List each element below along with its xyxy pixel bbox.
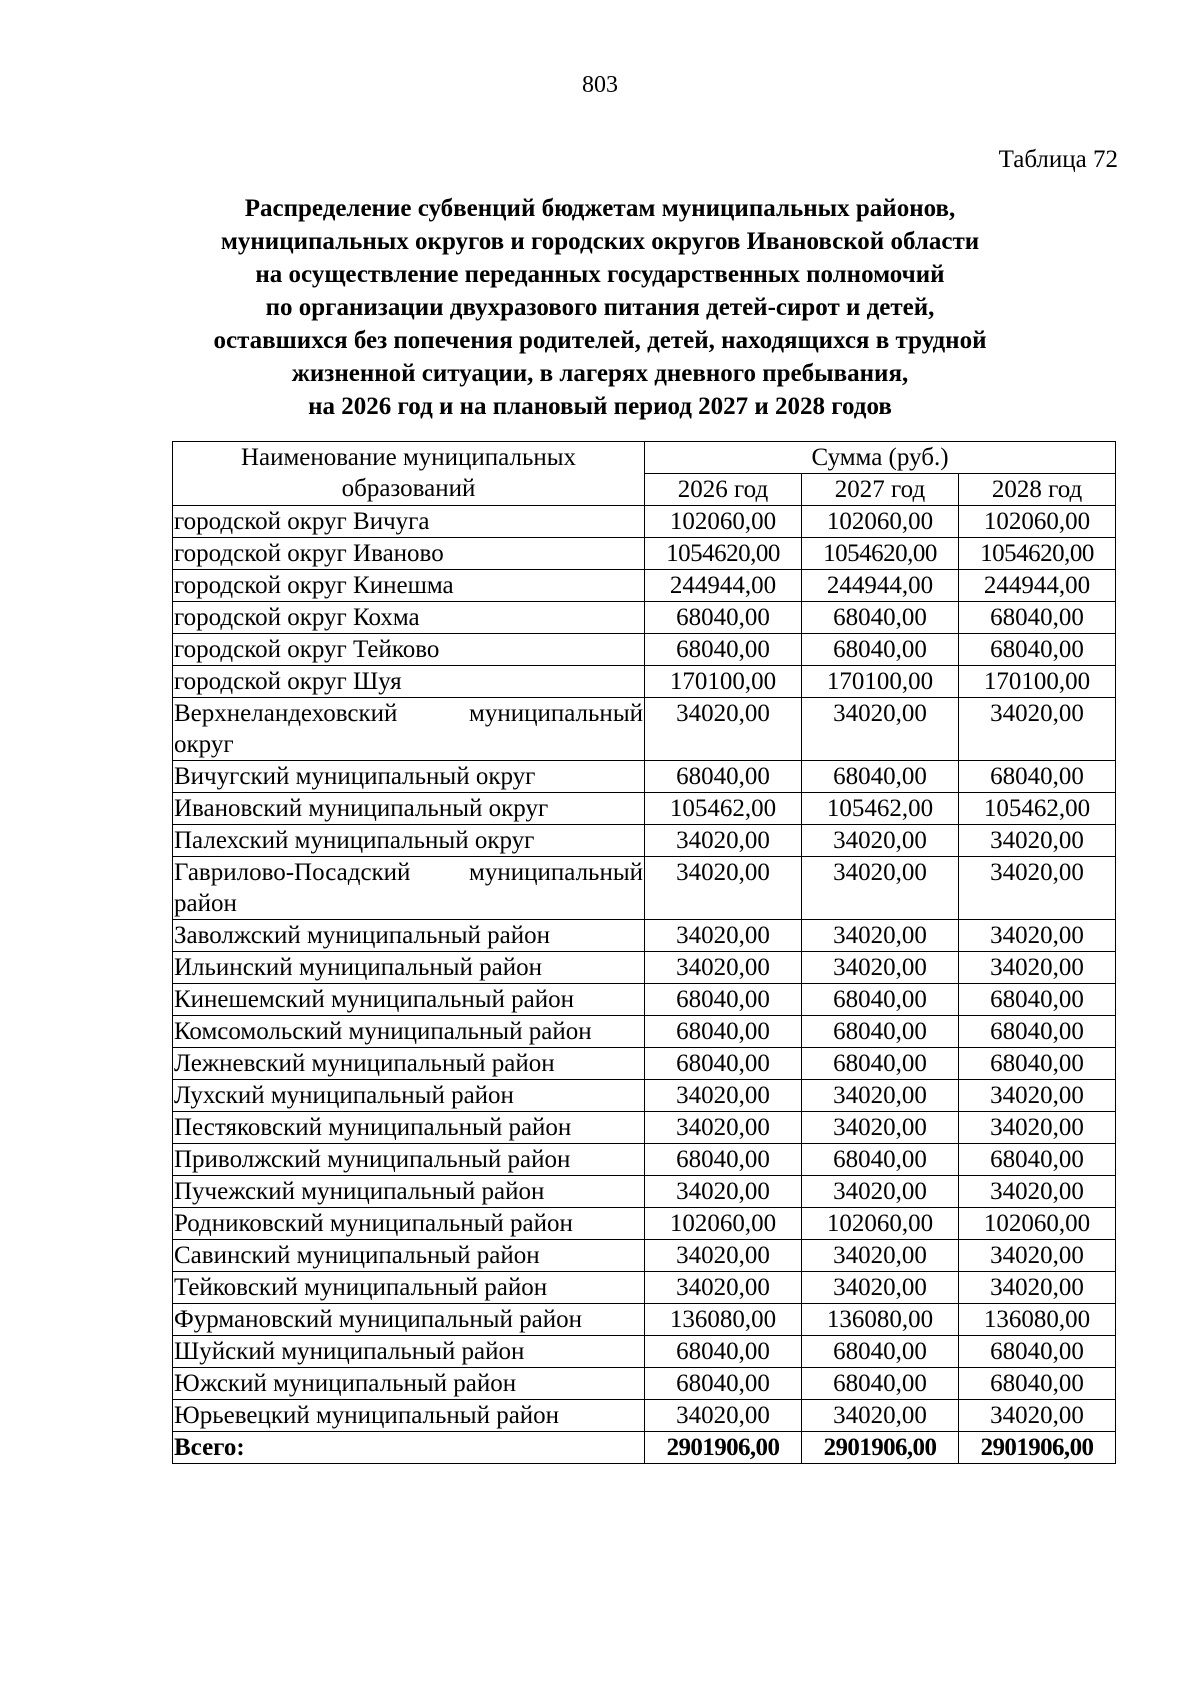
amount-2027-cell: 102060,00 bbox=[802, 1208, 959, 1240]
amount-2028-cell: 68040,00 bbox=[959, 1368, 1116, 1400]
amount-2026-cell: 68040,00 bbox=[645, 602, 802, 634]
amount-2027-cell: 34020,00 bbox=[802, 1176, 959, 1208]
table-header-row bbox=[173, 442, 1116, 474]
amount-2026-cell: 68040,00 bbox=[645, 761, 802, 793]
amount-2026-cell: 136080,00 bbox=[645, 1304, 802, 1336]
total-label-cell: Всего: bbox=[173, 1432, 645, 1464]
table-row bbox=[173, 1304, 1116, 1336]
table-row bbox=[173, 602, 1116, 634]
title-line: оставшихся без попечения родителей, детей, находящихся в трудной bbox=[213, 327, 987, 354]
total-2028-cell: 2901906,00 bbox=[959, 1432, 1116, 1464]
municipality-name-cell: Ильинский муниципальный район bbox=[173, 952, 645, 984]
amount-2027-cell: 34020,00 bbox=[802, 825, 959, 857]
municipality-name-cell: Юрьевецкий муниципальный район bbox=[173, 1400, 645, 1432]
table-row bbox=[173, 984, 1116, 1016]
municipality-name-cell: Южский муниципальный район bbox=[173, 1368, 645, 1400]
table-row bbox=[173, 1112, 1116, 1144]
amount-2028-cell: 68040,00 bbox=[959, 1336, 1116, 1368]
municipality-name-cell: городской округ Тейково bbox=[173, 634, 645, 666]
amount-2027-cell: 34020,00 bbox=[802, 1112, 959, 1144]
municipality-name-cell: Палехский муниципальный округ bbox=[173, 825, 645, 857]
amount-2027-cell: 34020,00 bbox=[802, 952, 959, 984]
amount-2028-cell: 68040,00 bbox=[959, 761, 1116, 793]
amount-2028-cell: 34020,00 bbox=[959, 698, 1116, 761]
amount-2027-cell: 68040,00 bbox=[802, 1336, 959, 1368]
table-row bbox=[173, 1400, 1116, 1432]
amount-2028-cell: 34020,00 bbox=[959, 920, 1116, 952]
table-row bbox=[173, 857, 1116, 920]
table-row bbox=[173, 1048, 1116, 1080]
amount-2028-cell: 68040,00 bbox=[959, 1016, 1116, 1048]
amount-2026-cell: 34020,00 bbox=[645, 1112, 802, 1144]
amount-2026-cell: 34020,00 bbox=[645, 1080, 802, 1112]
municipality-name-cell: Комсомольский муниципальный район bbox=[173, 1016, 645, 1048]
table-row bbox=[173, 920, 1116, 952]
amount-2028-cell: 34020,00 bbox=[959, 1240, 1116, 1272]
title-line: на осуществление переданных государственных полномочий bbox=[255, 261, 945, 288]
amount-2026-cell: 102060,00 bbox=[645, 1208, 802, 1240]
amount-2027-cell: 136080,00 bbox=[802, 1304, 959, 1336]
municipality-name-cell: Шуйский муниципальный район bbox=[173, 1336, 645, 1368]
amount-2027-cell: 1054620,00 bbox=[802, 538, 959, 570]
municipality-name-cell: Ивановский муниципальный округ bbox=[173, 793, 645, 825]
amount-2028-cell: 136080,00 bbox=[959, 1304, 1116, 1336]
table-row bbox=[173, 1272, 1116, 1304]
amount-2026-cell: 102060,00 bbox=[645, 506, 802, 538]
table-row bbox=[173, 1016, 1116, 1048]
amount-2027-cell: 68040,00 bbox=[802, 761, 959, 793]
page-number: 803 bbox=[582, 72, 618, 98]
table-label: Таблица 72 bbox=[998, 146, 1118, 173]
amount-2026-cell: 34020,00 bbox=[645, 920, 802, 952]
amount-2026-cell: 34020,00 bbox=[645, 698, 802, 761]
amount-2027-cell: 68040,00 bbox=[802, 984, 959, 1016]
title-line: жизненной ситуации, в лагерях дневного пребывания, bbox=[291, 360, 909, 387]
amount-2028-cell: 244944,00 bbox=[959, 570, 1116, 602]
municipality-name-cell: городской округ Кинешма bbox=[173, 570, 645, 602]
amount-2026-cell: 34020,00 bbox=[645, 1176, 802, 1208]
total-2026-cell: 2901906,00 bbox=[645, 1432, 802, 1464]
amount-2027-cell: 34020,00 bbox=[802, 698, 959, 761]
total-row bbox=[173, 1432, 1116, 1464]
amount-2028-cell: 68040,00 bbox=[959, 1048, 1116, 1080]
amount-2027-cell: 34020,00 bbox=[802, 1400, 959, 1432]
amount-2028-cell: 34020,00 bbox=[959, 1272, 1116, 1304]
amount-2026-cell: 68040,00 bbox=[645, 634, 802, 666]
amount-2026-cell: 68040,00 bbox=[645, 1048, 802, 1080]
table-row bbox=[173, 793, 1116, 825]
amount-2026-cell: 68040,00 bbox=[645, 984, 802, 1016]
amount-2027-cell: 34020,00 bbox=[802, 920, 959, 952]
amount-2026-cell: 34020,00 bbox=[645, 1400, 802, 1432]
amount-2028-cell: 68040,00 bbox=[959, 984, 1116, 1016]
table-row bbox=[173, 538, 1116, 570]
amount-2027-cell: 34020,00 bbox=[802, 1272, 959, 1304]
amount-2028-cell: 34020,00 bbox=[959, 952, 1116, 984]
amount-2027-cell: 68040,00 bbox=[802, 1368, 959, 1400]
municipality-name-cell: Родниковский муниципальный район bbox=[173, 1208, 645, 1240]
title-line: Распределение субвенций бюджетам муниципальных районов, bbox=[244, 195, 956, 222]
title-line: муниципальных округов и городских округов Ивановской области bbox=[220, 228, 980, 255]
title-line: на 2026 год и на плановый период 2027 и 2028 годов bbox=[308, 393, 892, 420]
table-body bbox=[173, 506, 1116, 1464]
table-row bbox=[173, 825, 1116, 857]
amount-2026-cell: 34020,00 bbox=[645, 952, 802, 984]
table-row bbox=[173, 506, 1116, 538]
header-municipality-name: Наименование муниципальных образований bbox=[173, 442, 645, 506]
amount-2027-cell: 68040,00 bbox=[802, 602, 959, 634]
amount-2027-cell: 105462,00 bbox=[802, 793, 959, 825]
amount-2027-cell: 68040,00 bbox=[802, 634, 959, 666]
amount-2026-cell: 244944,00 bbox=[645, 570, 802, 602]
table-row bbox=[173, 634, 1116, 666]
amount-2028-cell: 105462,00 bbox=[959, 793, 1116, 825]
municipality-name-cell: Пучежский муниципальный район bbox=[173, 1176, 645, 1208]
table-row bbox=[173, 1240, 1116, 1272]
amount-2028-cell: 34020,00 bbox=[959, 1400, 1116, 1432]
amount-2028-cell: 34020,00 bbox=[959, 825, 1116, 857]
table-row bbox=[173, 1144, 1116, 1176]
municipality-name-cell: Пестяковский муниципальный район bbox=[173, 1112, 645, 1144]
municipality-name-cell: городской округ Шуя bbox=[173, 666, 645, 698]
amount-2026-cell: 34020,00 bbox=[645, 1240, 802, 1272]
municipality-name-cell: городской округ Вичуга bbox=[173, 506, 645, 538]
municipality-name-cell: Вичугский муниципальный округ bbox=[173, 761, 645, 793]
table-row bbox=[173, 1176, 1116, 1208]
amount-2028-cell: 102060,00 bbox=[959, 1208, 1116, 1240]
municipality-name-cell: городской округ Кохма bbox=[173, 602, 645, 634]
amount-2028-cell: 68040,00 bbox=[959, 634, 1116, 666]
amount-2028-cell: 170100,00 bbox=[959, 666, 1116, 698]
document-title bbox=[0, 192, 1200, 423]
amount-2027-cell: 34020,00 bbox=[802, 1080, 959, 1112]
municipality-name-cell: Приволжский муниципальный район bbox=[173, 1144, 645, 1176]
municipality-name-cell: городской округ Иваново bbox=[173, 538, 645, 570]
amount-2026-cell: 1054620,00 bbox=[645, 538, 802, 570]
header-year-2026: 2026 год bbox=[645, 474, 802, 506]
municipality-name-cell: Заволжский муниципальный район bbox=[173, 920, 645, 952]
amount-2028-cell: 102060,00 bbox=[959, 506, 1116, 538]
amount-2027-cell: 34020,00 bbox=[802, 857, 959, 920]
table-row bbox=[173, 952, 1116, 984]
table-row bbox=[173, 1208, 1116, 1240]
table-row bbox=[173, 761, 1116, 793]
table-row bbox=[173, 570, 1116, 602]
amount-2027-cell: 68040,00 bbox=[802, 1016, 959, 1048]
header-year-2027: 2027 год bbox=[802, 474, 959, 506]
amount-2026-cell: 170100,00 bbox=[645, 666, 802, 698]
amount-2028-cell: 68040,00 bbox=[959, 602, 1116, 634]
amount-2027-cell: 170100,00 bbox=[802, 666, 959, 698]
amount-2026-cell: 34020,00 bbox=[645, 825, 802, 857]
municipality-name-cell: Фурмановский муниципальный район bbox=[173, 1304, 645, 1336]
table-row bbox=[173, 1368, 1116, 1400]
amount-2028-cell: 34020,00 bbox=[959, 857, 1116, 920]
table-row bbox=[173, 698, 1116, 761]
subvention-table bbox=[172, 441, 1116, 1464]
table-row bbox=[173, 666, 1116, 698]
amount-2027-cell: 244944,00 bbox=[802, 570, 959, 602]
amount-2026-cell: 68040,00 bbox=[645, 1144, 802, 1176]
amount-2026-cell: 105462,00 bbox=[645, 793, 802, 825]
amount-2028-cell: 34020,00 bbox=[959, 1112, 1116, 1144]
municipality-name-cell: Гаврилово-Посадский муниципальный район bbox=[173, 857, 645, 920]
amount-2026-cell: 34020,00 bbox=[645, 857, 802, 920]
municipality-name-cell: Тейковский муниципальный район bbox=[173, 1272, 645, 1304]
amount-2026-cell: 68040,00 bbox=[645, 1336, 802, 1368]
amount-2028-cell: 1054620,00 bbox=[959, 538, 1116, 570]
amount-2028-cell: 34020,00 bbox=[959, 1176, 1116, 1208]
amount-2028-cell: 34020,00 bbox=[959, 1080, 1116, 1112]
municipality-name-cell: Верхнеландеховский муниципальный округ bbox=[173, 698, 645, 761]
amount-2027-cell: 34020,00 bbox=[802, 1240, 959, 1272]
amount-2027-cell: 68040,00 bbox=[802, 1048, 959, 1080]
amount-2027-cell: 102060,00 bbox=[802, 506, 959, 538]
title-line: по организации двухразового питания детей-сирот и детей, bbox=[265, 294, 935, 321]
municipality-name-cell: Кинешемский муниципальный район bbox=[173, 984, 645, 1016]
total-2027-cell: 2901906,00 bbox=[802, 1432, 959, 1464]
municipality-name-cell: Лухский муниципальный район bbox=[173, 1080, 645, 1112]
amount-2027-cell: 68040,00 bbox=[802, 1144, 959, 1176]
header-sum: Сумма (руб.) bbox=[645, 442, 1116, 474]
municipality-name-cell: Савинский муниципальный район bbox=[173, 1240, 645, 1272]
amount-2026-cell: 34020,00 bbox=[645, 1272, 802, 1304]
table-row bbox=[173, 1336, 1116, 1368]
amount-2026-cell: 68040,00 bbox=[645, 1016, 802, 1048]
amount-2028-cell: 68040,00 bbox=[959, 1144, 1116, 1176]
municipality-name-cell: Лежневский муниципальный район bbox=[173, 1048, 645, 1080]
amount-2026-cell: 68040,00 bbox=[645, 1368, 802, 1400]
header-year-2028: 2028 год bbox=[959, 474, 1116, 506]
table-row bbox=[173, 1080, 1116, 1112]
